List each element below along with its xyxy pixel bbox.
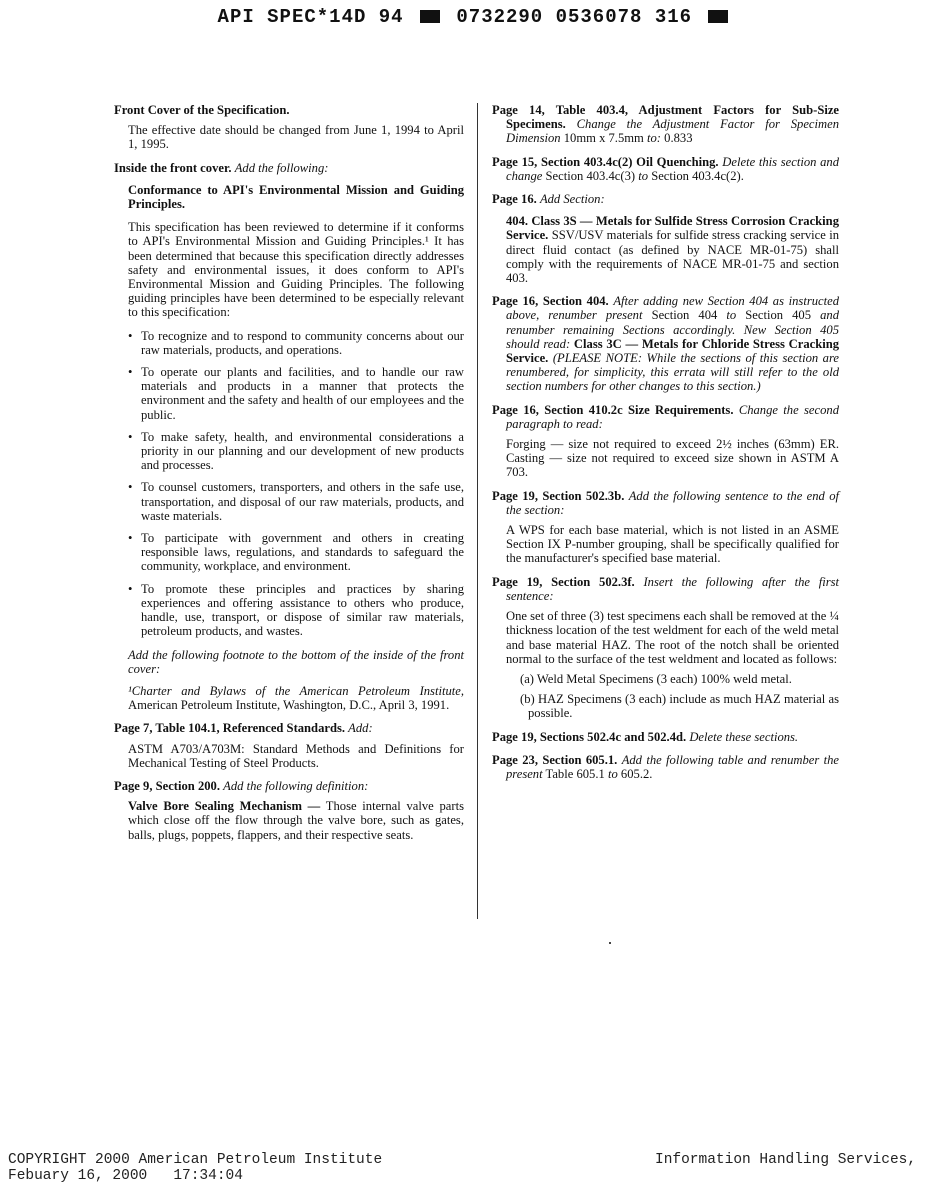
header-doc-code: API SPEC*14D 94 (217, 6, 404, 28)
page16-section404-entry: Page 16, Section 404. After adding new Section 404 as instructed above, renumber present Section 404 to Section 405 and renumber remaining Sections accordingly. New Section 405 should read: Class 3C — Metals for Chloride Stress Cracking Service. (PLEASE NOTE: While the sections of this section are renumbered, for simplicity, this errata will still refer to the old section numbers for other changes to this section.) (492, 294, 840, 394)
page14-entry: Page 14, Table 403.4, Adjustment Factors for Sub-Size Specimens. Change the Adjustment Factor for Specimen Dimension 10mm x 7.5mm to: 0.833 (492, 103, 839, 146)
page19-502-3b-heading: Page 19, Section 502.3b. Add the following sentence to the end of the section: (492, 488, 839, 517)
specimen-item-b: (b) HAZ Specimens (3 each) include as much HAZ material as possible. (520, 692, 839, 721)
page7-text: ASTM A703/A703M: Standard Methods and Definitions for Mechanical Testing of Steel Products. (128, 741, 464, 770)
column-divider (477, 103, 478, 919)
page15-entry: Page 15, Section 403.4c(2) Oil Quenching. Delete this section and change Section 403.4c(3) to Section 403.4c(2). (492, 154, 839, 183)
list-item: • To counsel customers, transporters, and others in the safe use, transportation, and disposal of our raw materials, products, and waste materials. (128, 480, 464, 523)
page16-size-text: Forging — size not required to exceed 2½ inches (63mm) ER. Casting — size not required to exceed size shown in ASTM A 703. (506, 437, 839, 480)
page9-definition: Valve Bore Sealing Mechanism — Those internal valve parts which close off the flow through the valve bore, such as gates, balls, plugs, poppets, flappers, and their respective seats. (128, 799, 464, 842)
specimen-item-a: (a) Weld Metal Specimens (3 each) 100% weld metal. (520, 671, 792, 686)
copyright-footer (8, 1152, 943, 1184)
page19-502-3f-heading: Page 19, Section 502.3f. Insert the following after the first sentence: (492, 574, 840, 603)
header-block-mark (420, 10, 440, 23)
mission-text: This specification has been reviewed to determine if it conforms to API's Environmental Mission and Guiding Principles.¹ It has been determined that because this specification directly addresses safety and environmental issues, it does conform to API's Environmental Mission and Guiding Principles. The following guiding principles have been determined to be especially relevant to this specification: (128, 220, 464, 320)
page9-heading: Page 9, Section 200. Add the following definition: (114, 778, 369, 793)
list-item: • To promote these principles and practices by sharing experiences and offering assistance to others who produce, handle, use, transport, or dispose of similar raw materials, petroleum products, and wastes. (128, 582, 464, 639)
page19-502-3f-text: One set of three (3) test specimens each shall be removed at the ¼ thickness location of the test weldment for each of the weld metal and base material HAZ. The root of the notch shall be oriented normal to the surface of the test weldment and located as follows: (506, 609, 839, 666)
front-cover-text: The effective date should be changed from June 1, 1994 to April 1, 1995. (128, 123, 464, 152)
footer-date-line: Febuary 16, 2000 17:34:04 (8, 1168, 243, 1184)
footer-copyright-line: COPYRIGHT 2000 American Petroleum Institute (8, 1152, 383, 1168)
front-cover-heading: Front Cover of the Specification. (114, 103, 290, 117)
page23-entry: Page 23, Section 605.1. Add the following table and renumber the present Table 605.1 to 605.2. (492, 752, 839, 781)
footer-publisher: Information Handling Services, (655, 1152, 917, 1168)
page19-502-4-entry: Page 19, Sections 502.4c and 502.4d. Delete these sections. (492, 729, 799, 744)
list-item: • To make safety, health, and environmental considerations a priority in our planning and our development of new products and processes. (128, 430, 464, 473)
page16-heading: Page 16. Add Section: (492, 192, 605, 207)
right-column (492, 103, 839, 790)
principles-list (128, 329, 464, 639)
footnote-instruction: Add the following footnote to the bottom of the inside of the front cover: (128, 647, 464, 676)
scan-speck (609, 942, 611, 944)
mission-heading: Conformance to API's Environmental Mission and Guiding Principles. (128, 182, 464, 212)
page16-size-heading: Page 16, Section 410.2c Size Requirements. Change the second paragraph to read: (492, 402, 839, 431)
inside-cover-heading: Inside the front cover. Add the following: (114, 160, 329, 175)
page19-502-3b-text: A WPS for each base material, which is not listed in an ASME Section IX P-number grouping, shall be specifically qualified for the manufacturer's specified base material. (506, 523, 839, 566)
left-column (114, 103, 464, 851)
footnote-text: ¹Charter and Bylaws of the American Petroleum Institute, American Petroleum Institute, Washington, D.C., April 3, 1991. (128, 683, 464, 713)
page7-heading: Page 7, Table 104.1, Referenced Standards. Add: (114, 721, 373, 736)
list-item: • To operate our plants and facilities, and to handle our raw materials and products in a manner that protects the environment and the safety and health of our employees and the public. (128, 365, 464, 422)
header-barcode-number: 0732290 0536078 316 (456, 6, 693, 28)
list-item: • To recognize and to respond to community concerns about our raw materials, products, and operations. (128, 329, 464, 357)
section404-text: 404. Class 3S — Metals for Sulfide Stress Corrosion Cracking Service. SSV/USV materials for sulfide stress cracking service in direct fluid contact (as defined by NACE MR-01-75) shall comply with the requirements of NACE MR-01-75 and section 403. (506, 214, 839, 286)
document-header (0, 6, 950, 28)
header-block-mark (708, 10, 728, 23)
list-item: • To participate with government and others in creating responsible laws, regulations, and standards to safeguard the community, workplace, and environment. (128, 531, 464, 574)
